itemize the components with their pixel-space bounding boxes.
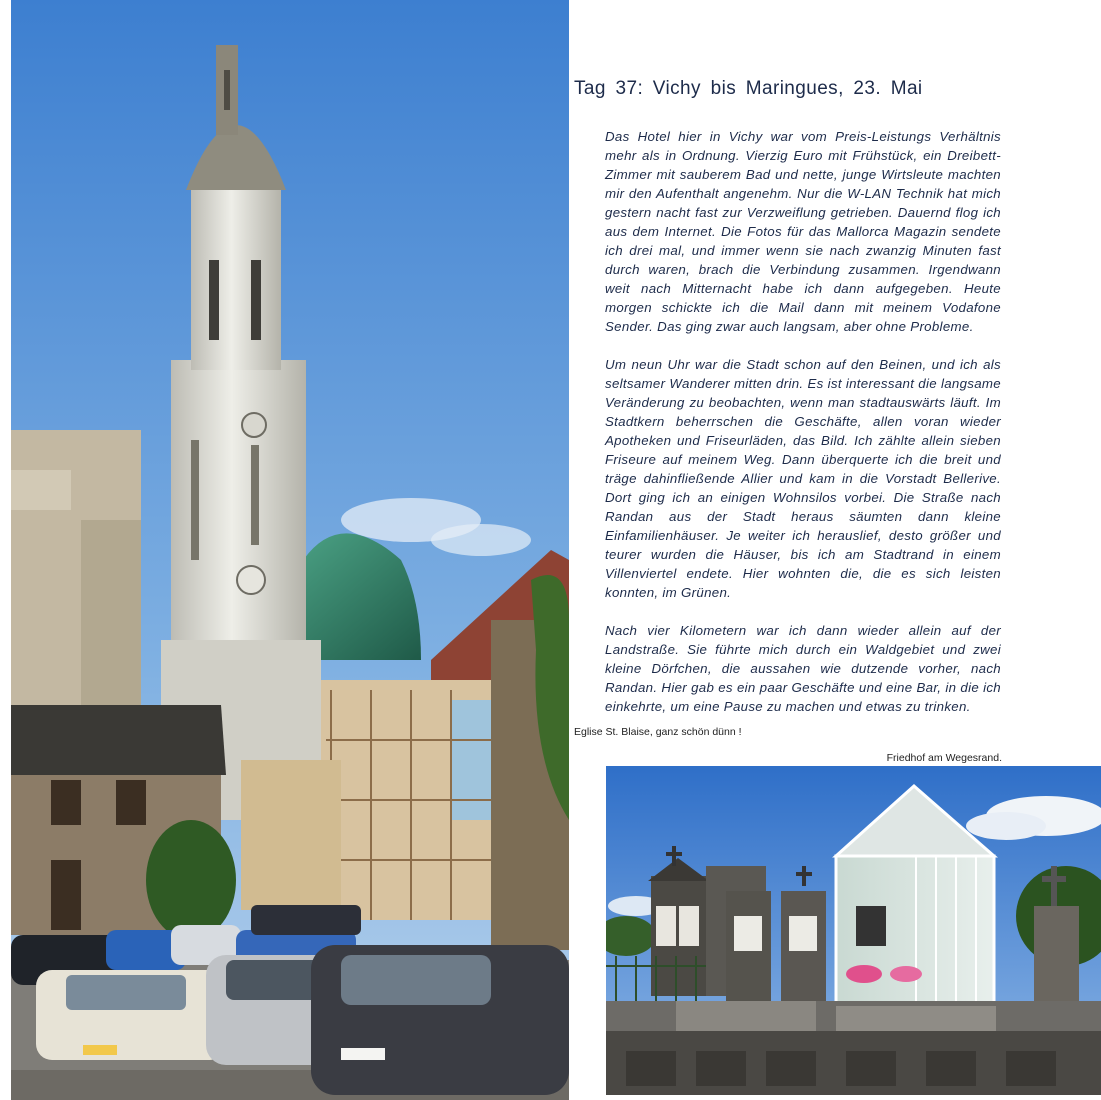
article-body [605, 127, 1001, 735]
page-title: Tag 37: Vichy bis Maringues, 23. Mai [574, 78, 923, 99]
cemetery-caption: Friedhof am Wegesrand. [886, 752, 1002, 764]
paragraph: Das Hotel hier in Vichy war vom Preis-Leistungs Verhältnis mehr als in Ordnung. Vierzig Euro mit Frühstück, ein Dreibett-Zimmer mit sauberem Bad und nette, junge Wirtsleute machten mir den Aufenthalt angenehm. Nur die W-LAN Technik hat mich gestern nacht fast zur Verzweiflung getrieben. Dauernd flog ich aus dem Internet. Die Fotos für das Mallorca Magazin sendete ich drei mal, und immer wenn sie nach zwanzig Minuten fast durch waren, brach die Verbindung zusammen. Irgendwann weit nach Mitternacht habe ich dann aufgegeben. Heute morgen schickte ich die Mail dann mit meinem Vodafone Sender. Das ging zwar auch langsam, aber ohne Probleme. [605, 129, 1001, 334]
cemetery-photo [606, 766, 1101, 1095]
church-caption: Eglise St. Blaise, ganz schön dünn ! [574, 726, 742, 738]
paragraph: Nach vier Kilometern war ich dann wieder allein auf der Landstraße. Sie führte mich durch ein Waldgebiet und zwei kleine Dörfchen, die aussahen wie dutzende vorher, nach Randan. Hier gab es ein paar Geschäfte und eine Bar, in die ich einkehrte, um eine Pause zu machen und etwas zu trinken. [605, 623, 1001, 714]
paragraph: Um neun Uhr war die Stadt schon auf den Beinen, und ich als seltsamer Wanderer mitten drin. Es ist interessant die langsame Veränderung zu beobachten, wenn man stadtauswärts läuft. Im Stadtkern beherrschen die Geschäfte, allen voran wieder Apotheken und Friseurläden, das Bild. Ich zählte allein sieben Friseure auf meinem Weg. Dann überquerte ich die breit und träge dahinfließende Allier und kam in die Vorstadt Bellerive. Dort ging ich an einigen Wohnsilos vorbei. Die Straße nach Randan aus der Stadt heraus säumten dann kleine Einfamilienhäuser. Je weiter ich herauslief, desto größer und teurer wurden die Häuser, bis ich am Stadtrand in einem Villenviertel endete. Hier wohnten die, die es sich leisten konnten, im Grünen. [605, 357, 1001, 600]
church-photo [11, 0, 569, 1100]
